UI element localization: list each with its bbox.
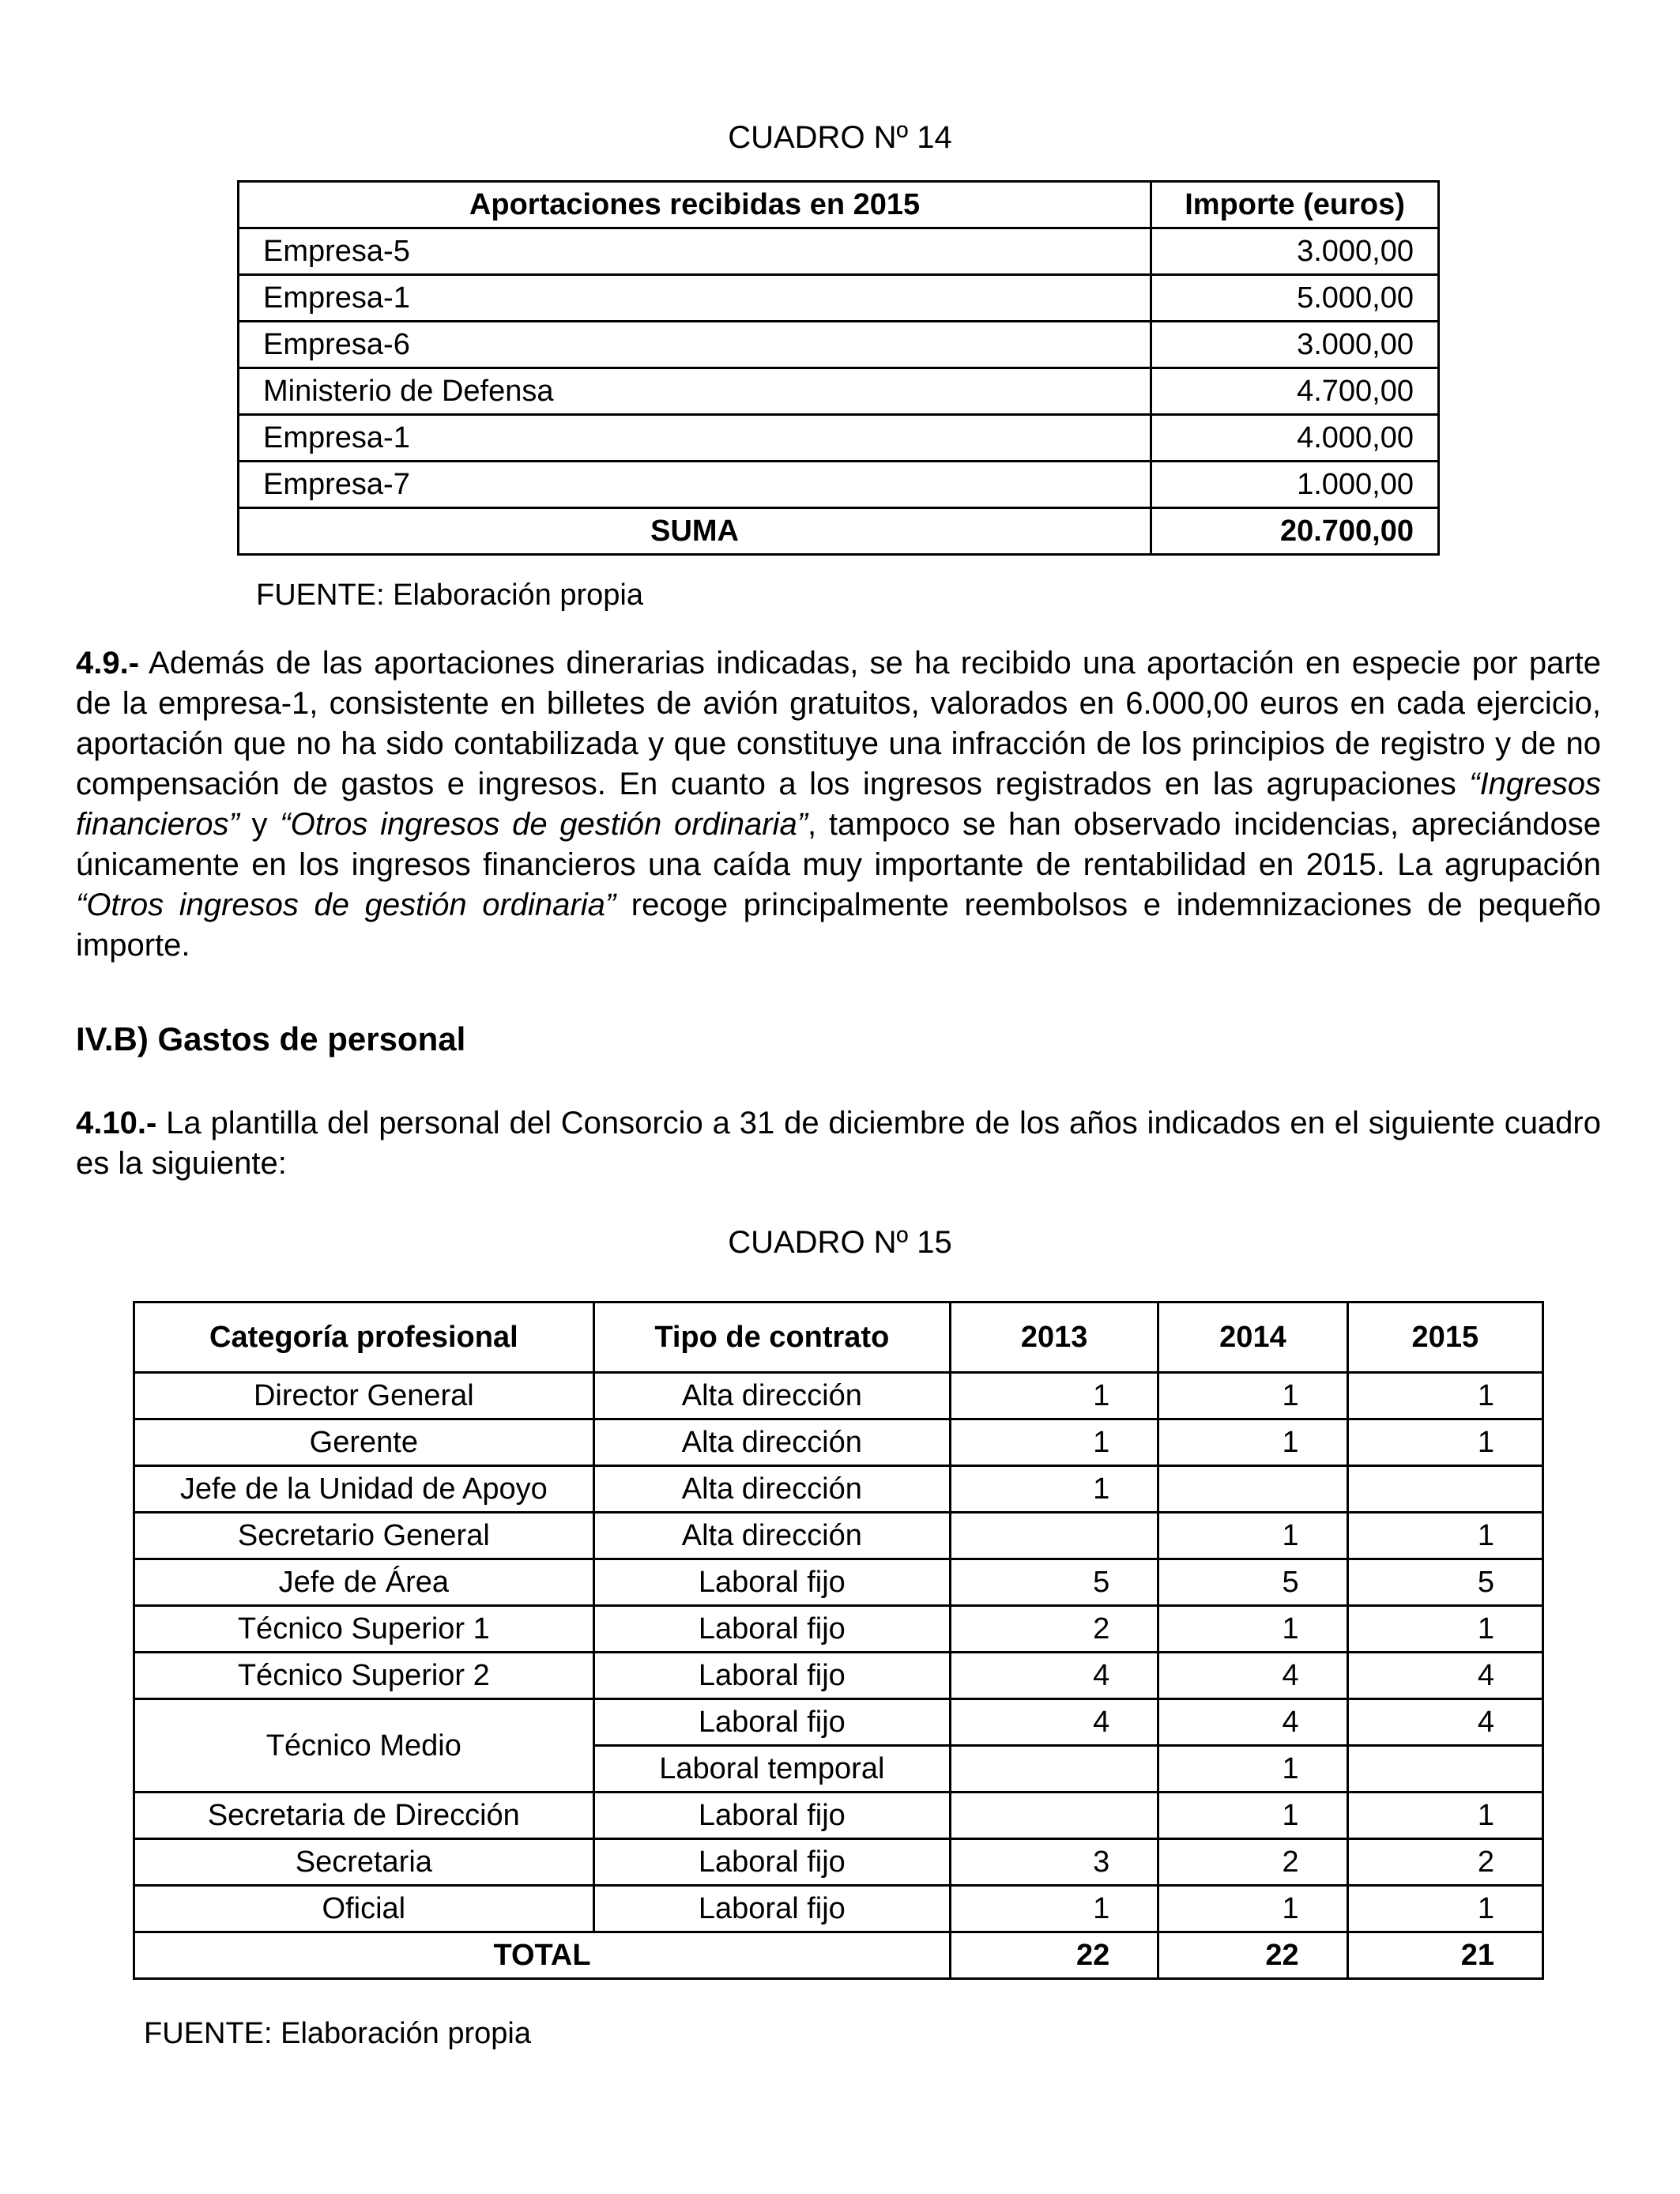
value-cell-2015: 4	[1347, 1699, 1543, 1746]
total-2013: 22	[951, 1932, 1158, 1979]
contract-cell: Laboral fijo	[593, 1886, 950, 1932]
column-header: 2015	[1347, 1302, 1543, 1373]
cuadro-14-table	[237, 180, 1440, 556]
contract-cell: Laboral fijo	[593, 1793, 950, 1839]
contract-cell: Laboral fijo	[593, 1699, 950, 1746]
value-cell-2013: 2	[951, 1606, 1158, 1653]
table-row	[134, 1653, 1543, 1699]
quoted-term: “Ingresos financieros”	[76, 767, 1601, 842]
table-row	[239, 462, 1439, 508]
row-value: 5.000,00	[1151, 275, 1439, 322]
value-cell-2014: 1	[1158, 1419, 1347, 1466]
section-heading: IV.B) Gastos de personal	[76, 1020, 466, 1057]
value-cell-2013	[951, 1793, 1158, 1839]
quoted-term: “Otros ingresos de gestión ordinaria”	[76, 888, 616, 922]
value-cell-2014: 1	[1158, 1793, 1347, 1839]
value-cell-2013: 4	[951, 1699, 1158, 1746]
row-label: Empresa-7	[239, 462, 1151, 508]
value-cell-2014: 5	[1158, 1559, 1347, 1606]
paragraph-text: , tampoco se han observado incidencias, apreciándose únicamente en los ingresos financieros una caída muy importante de rentabilidad en 2015. La agrupación	[76, 807, 1602, 882]
value-cell-2013: 1	[951, 1466, 1158, 1513]
column-header: Aportaciones recibidas en 2015	[239, 182, 1151, 228]
row-value: 3.000,00	[1151, 228, 1439, 275]
table-total-row	[239, 508, 1439, 555]
table-row	[239, 275, 1439, 322]
category-cell: Jefe de Área	[134, 1559, 594, 1606]
value-cell-2014: 1	[1158, 1606, 1347, 1653]
cuadro-14-caption: CUADRO Nº 14	[728, 120, 952, 155]
paragraph-4-9	[76, 643, 1601, 966]
table-row	[134, 1699, 1543, 1746]
category-cell: Director General	[134, 1373, 594, 1419]
table-row	[134, 1839, 1543, 1886]
paragraph-text: La plantilla del personal del Consorcio a 31 de diciembre de los años indicados en el siguiente cuadro es la siguiente:	[76, 1106, 1601, 1181]
row-value: 3.000,00	[1151, 322, 1439, 368]
cuadro-14-source: FUENTE: Elaboración propia	[256, 579, 643, 612]
table-row	[239, 368, 1439, 415]
column-header: Categoría profesional	[134, 1302, 594, 1373]
paragraph-number: 4.9.-	[76, 646, 140, 680]
row-value: 1.000,00	[1151, 462, 1439, 508]
value-cell-2013: 5	[951, 1559, 1158, 1606]
contract-cell: Laboral fijo	[593, 1559, 950, 1606]
value-cell-2015: 1	[1347, 1606, 1543, 1653]
value-cell-2014: 4	[1158, 1653, 1347, 1699]
row-value: 4.000,00	[1151, 415, 1439, 462]
row-label: Empresa-1	[239, 275, 1151, 322]
total-value: 20.700,00	[1151, 508, 1439, 555]
table-row	[239, 228, 1439, 275]
category-cell: Técnico Superior 2	[134, 1653, 594, 1699]
contract-cell: Laboral temporal	[593, 1746, 950, 1793]
value-cell-2014: 1	[1158, 1746, 1347, 1793]
paragraph-text: recoge principalmente reembolsos e indemnizaciones de pequeño importe.	[76, 888, 1602, 963]
value-cell-2014: 1	[1158, 1513, 1347, 1559]
table-row	[134, 1466, 1543, 1513]
contract-cell: Alta dirección	[593, 1513, 950, 1559]
value-cell-2013: 1	[951, 1886, 1158, 1932]
value-cell-2013: 4	[951, 1653, 1158, 1699]
contract-cell: Alta dirección	[593, 1466, 950, 1513]
table-row	[134, 1606, 1543, 1653]
row-label: Ministerio de Defensa	[239, 368, 1151, 415]
quoted-term: “Otros ingresos de gestión ordinaria”	[280, 807, 808, 842]
value-cell-2015: 1	[1347, 1373, 1543, 1419]
table-row	[134, 1513, 1543, 1559]
category-cell: Secretaria	[134, 1839, 594, 1886]
category-cell: Técnico Superior 1	[134, 1606, 594, 1653]
value-cell-2014: 1	[1158, 1886, 1347, 1932]
column-header: 2014	[1158, 1302, 1347, 1373]
value-cell-2013: 3	[951, 1839, 1158, 1886]
category-cell: Técnico Medio	[134, 1699, 594, 1793]
total-label: TOTAL	[134, 1932, 951, 1979]
column-header: 2013	[951, 1302, 1158, 1373]
category-cell: Jefe de la Unidad de Apoyo	[134, 1466, 594, 1513]
value-cell-2013: 1	[951, 1373, 1158, 1419]
contract-cell: Laboral fijo	[593, 1606, 950, 1653]
contract-cell: Laboral fijo	[593, 1653, 950, 1699]
row-label: Empresa-6	[239, 322, 1151, 368]
column-header: Importe (euros)	[1151, 182, 1439, 228]
row-label: Empresa-1	[239, 415, 1151, 462]
table-row	[239, 322, 1439, 368]
total-label: SUMA	[239, 508, 1151, 555]
table-header-row	[239, 182, 1439, 228]
table-row	[134, 1559, 1543, 1606]
table-row	[134, 1793, 1543, 1839]
table-row	[134, 1886, 1543, 1932]
value-cell-2015: 4	[1347, 1653, 1543, 1699]
value-cell-2014: 2	[1158, 1839, 1347, 1886]
value-cell-2015: 5	[1347, 1559, 1543, 1606]
value-cell-2015	[1347, 1466, 1543, 1513]
category-cell: Gerente	[134, 1419, 594, 1466]
paragraph-text: Además de las aportaciones dinerarias indicadas, se ha recibido una aportación en especie por parte de la empresa-1, consistente en billetes de avión gratuitos, valorados en 6.000,00 euros en cada ejercicio, aportación que no ha sido contabilizada y que constituye una infracción de los principios de registro y de no compensación de gastos e ingresos. En cuanto a los ingresos registrados en las agrupaciones	[76, 646, 1601, 801]
table-total-row	[134, 1932, 1543, 1979]
value-cell-2013: 1	[951, 1419, 1158, 1466]
cuadro-15-source: FUENTE: Elaboración propia	[144, 2017, 531, 2050]
value-cell-2015: 2	[1347, 1839, 1543, 1886]
contract-cell: Alta dirección	[593, 1419, 950, 1466]
value-cell-2015: 1	[1347, 1419, 1543, 1466]
cuadro-15-table	[133, 1301, 1544, 1980]
table-row	[239, 415, 1439, 462]
contract-cell: Laboral fijo	[593, 1839, 950, 1886]
cuadro-15-caption: CUADRO Nº 15	[728, 1225, 952, 1260]
column-header: Tipo de contrato	[593, 1302, 950, 1373]
value-cell-2014	[1158, 1466, 1347, 1513]
total-2015: 21	[1347, 1932, 1543, 1979]
row-label: Empresa-5	[239, 228, 1151, 275]
row-value: 4.700,00	[1151, 368, 1439, 415]
table-row	[134, 1373, 1543, 1419]
table-row	[134, 1419, 1543, 1466]
value-cell-2015: 1	[1347, 1886, 1543, 1932]
value-cell-2013	[951, 1513, 1158, 1559]
category-cell: Oficial	[134, 1886, 594, 1932]
total-2014: 22	[1158, 1932, 1347, 1979]
paragraph-4-10	[76, 1103, 1601, 1184]
value-cell-2015: 1	[1347, 1793, 1543, 1839]
paragraph-number: 4.10.-	[76, 1106, 157, 1140]
paragraph-text: y	[239, 807, 281, 842]
category-cell: Secretaria de Dirección	[134, 1793, 594, 1839]
value-cell-2014: 4	[1158, 1699, 1347, 1746]
value-cell-2013	[951, 1746, 1158, 1793]
category-cell: Secretario General	[134, 1513, 594, 1559]
contract-cell: Alta dirección	[593, 1373, 950, 1419]
value-cell-2014: 1	[1158, 1373, 1347, 1419]
value-cell-2015	[1347, 1746, 1543, 1793]
table-header-row	[134, 1302, 1543, 1373]
value-cell-2015: 1	[1347, 1513, 1543, 1559]
